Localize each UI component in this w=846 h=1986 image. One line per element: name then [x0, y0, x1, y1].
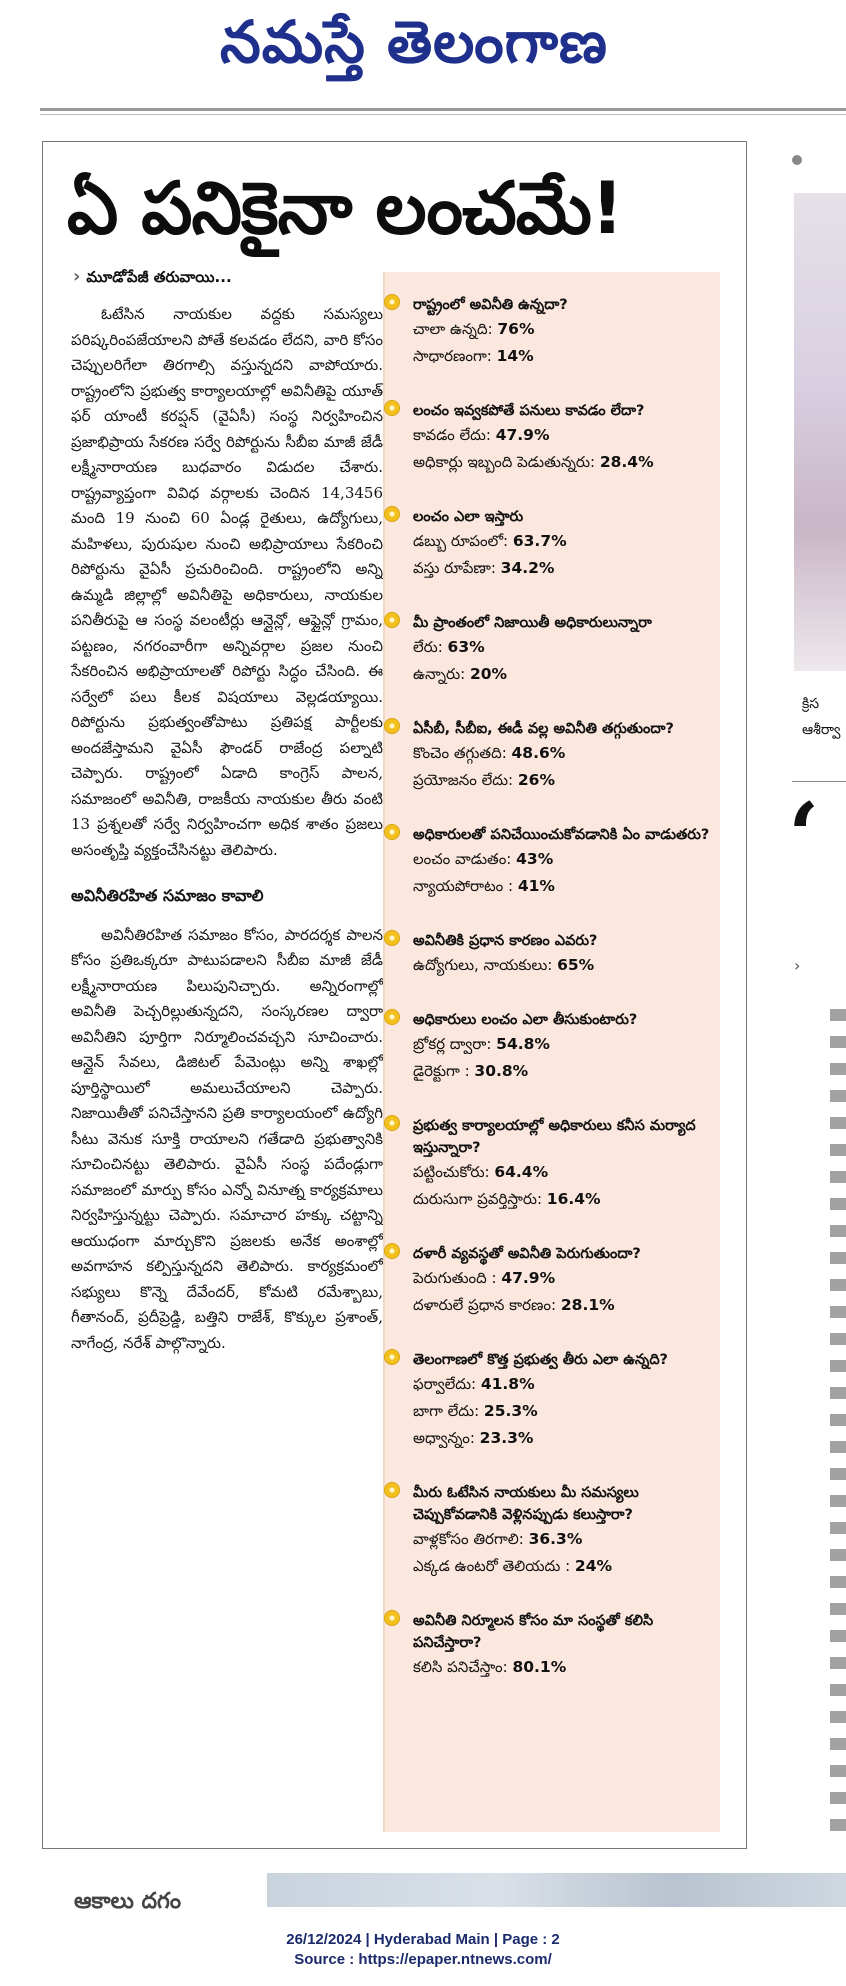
bullet-icon: [384, 1009, 400, 1025]
bullet-icon: [384, 400, 400, 416]
survey-answer: [413, 661, 710, 688]
survey-question: [413, 1610, 710, 1681]
article-paragraph: అవినీతిరహిత సమాజం కోసం, పారదర్శక పాలన కోసం ప్రతిఒక్కరూ పాటుపడాలని సీబీఐ మాజీ జేడీ లక్ష్మీనారాయణ పిలుపునిచ్చారు. అన్నిరంగాల్లో అవినీతి పెచ్చరిల్లుతున్నదని, సంస్కరణల ద్వారా అవినీతిని పూర్తిగా నిర్మూలించవచ్చని సూచించారు. ఆన్లైన్ సేవలు, డిజిటల్ పేమెంట్లు అన్ని శాఖల్లో పూర్తిస్థాయిలో అమలుచేయాలని చెప్పారు. నిజాయితీతో పనిచేస్తానని ప్రతి కార్యాలయంలో ఉద్యోగి సీటు వెనుక సూక్తి రాయాలని గతేడాది ప్రభుత్వానికి సూచించినట్టు తెలిపారు. వైఏసీ సంస్థ పదేండ్లుగా సమాజంలో మార్పు కోసం ఎన్నో వినూత్న కార్యక్రమాలు నిర్వహిస్తున్నట్టు చెప్పారు. సమాచార హక్కు చట్టాన్ని ఆయుధంగా మార్చుకొని ప్రజలకు అనేక అంశాల్లో అవగాహన కల్పిస్తున్నదని తెలిపారు. కార్యక్రమంలో సభ్యులు కొన్నె దేవేందర్, కోమటి రమేశ్బాబు, గీతానంద్, ప్రదీప్రెడ్డి, బత్తిని రాజేశ్, కొక్కుల ప్రశాంత్, నాగేంద్ర, నరేశ్ పాల్గొన్నారు.: [71, 925, 383, 1352]
quote-mark: ‘: [788, 783, 820, 889]
page-footer: [0, 1930, 846, 1970]
article-subhead: అవినీతిరహిత సమాజం కావాలి: [71, 886, 264, 905]
article-paragraph: ఓటేసిన నాయకుల వద్దకు సమస్యలు పరిష్కరింపజేయాలని పోతే కలవడం లేదని, వారి కోసం చెప్పులరిగేలా తిరగాల్సి వస్తున్నదని వాపోయారు. రాష్ట్రంలోని ప్రభుత్వ కార్యాలయాల్లో అవినీతిపై యూత్ ఫర్ యాంటీ కరప్షన్ (వైఏసీ) సంస్థ నిర్వహించిన ప్రజాభిప్రాయ సేకరణ సర్వే రిపోర్టును సీబీఐ మాజీ జేడీ లక్ష్మీనారాయణ బుధవారం విడుదల చేశారు. రాష్ట్రవ్యాప్తంగా వివిధ వర్గాలకు చెందిన 14,3456 మంది 19 నుంచి 60 ఏండ్ల రైతులు, ఉద్యోగులు, మహిళలు, పురుషుల నుంచి అభిప్రాయాలు సేకరించి రిపోర్టును వైఏసీ ప్రచురించింది. రాష్ట్రంలోని అన్ని ఉమ్మడి జిల్లాల్లో అవినీతిపై అధికారులు, నాయకుల పనితీరుపై ఆ సంస్థ వలంటీర్లు ఆన్లైన్లో, ఆఫ్లైన్లో గ్రామం, పట్టణం, నగరంవారీగా అన్నివర్గాల ప్రజల నుంచి సేకరించిన అభిప్రాయాలతో రిపోర్టు సిద్ధం చేసింది. ఈ సర్వేలో పలు కీలక విషయాలు వెల్లడయ్యాయి. రిపోర్టును ప్రభుత్వంతోపాటు ప్రతిపక్ష పార్టీలకు అందజేస్తామని వైఏసీ ఫౌండర్ రాజేంద్ర పల్నాటి చెప్పారు. రాష్ట్రంలో ఏడాది కాంగ్రెస్ పాలన, సమాజంలో అవినీతి, రాజకీయ నాయకుల తీరు వంటి 13 ప్రశ్నలతో సర్వే నిర్వహించగా అధిక శాతం ప్రజలు అసంతృప్తి వ్యక్తంచేసినట్టు తెలిపారు.: [71, 305, 383, 859]
answer-label: లేరు:: [413, 638, 448, 656]
answer-label: కావడం లేదు:: [413, 426, 496, 444]
survey-question: [413, 506, 710, 582]
bullet-icon: [384, 930, 400, 946]
bullet-icon: [384, 1243, 400, 1259]
next-article-strip: [42, 1873, 846, 1923]
bullet-icon: [384, 718, 400, 734]
survey-question-text: అవినీతికి ప్రధాన కారణం ఎవరు?: [413, 933, 598, 949]
bullet-icon: [384, 1115, 400, 1131]
survey-answer: [413, 555, 710, 582]
survey-answer: [413, 1265, 710, 1292]
answer-percent: 64.4%: [494, 1163, 549, 1181]
survey-answer: [413, 1292, 710, 1319]
survey-answer: [413, 343, 710, 370]
answer-percent: 23.3%: [479, 1429, 534, 1447]
bullet-icon: [384, 824, 400, 840]
next-article-heading: ఆకాలు దగం: [74, 1889, 182, 1914]
survey-results-box: [383, 272, 720, 1832]
answer-percent: 80.1%: [512, 1658, 567, 1676]
photo-caption: క్రిస ఆశీర్వా: [802, 696, 841, 738]
bullet-icon: [384, 1482, 400, 1498]
answer-label: అధికార్లు ఇబ్బంది పెడుతున్నరు:: [413, 453, 600, 471]
survey-question-text: తెలంగాణలో కొత్త ప్రభుత్వ తీరు ఎలా ఉన్నది?: [413, 1352, 668, 1368]
answer-percent: 14%: [496, 347, 534, 365]
answer-percent: 26%: [517, 771, 555, 789]
answer-percent: 54.8%: [496, 1035, 550, 1053]
answer-percent: 47.9%: [501, 1269, 556, 1287]
survey-question-text: మీరు ఓటేసిన నాయకులు మీ సమస్యలు చెప్పుకోవడానికి వెళ్లినప్పుడు కలుస్తారా?: [413, 1485, 639, 1523]
survey-answer: [413, 1186, 710, 1213]
answer-percent: 28.4%: [599, 453, 654, 471]
answer-label: వాళ్లకోసం తిరగాలి:: [413, 1530, 529, 1548]
survey-question-text: అవినీతి నిర్మూలన కోసం మా సంస్థతో కలిసి పనిచేస్తారా?: [413, 1613, 654, 1651]
chevron-right-icon: ›: [794, 956, 801, 975]
survey-answer: [413, 767, 710, 794]
answer-percent: 48.6%: [511, 744, 566, 762]
answer-label: ఉద్యోగులు, నాయకులు:: [413, 956, 558, 974]
answer-label: చాలా ఉన్నది:: [413, 320, 498, 338]
survey-answer: [413, 528, 710, 555]
edition-info: 26/12/2024 | Hyderabad Main | Page : 2: [286, 1931, 560, 1948]
answer-label: వస్తు రూపేణా:: [413, 559, 501, 577]
answer-label: ఉన్నారు:: [413, 665, 470, 683]
survey-answer: [413, 846, 710, 873]
bullet-icon: [384, 1610, 400, 1626]
answer-label: సాధారణంగా:: [413, 347, 497, 365]
masthead-rule-thin: [40, 114, 846, 115]
answer-label: పెరుగుతుంది :: [413, 1269, 502, 1287]
next-article-photo: [267, 1873, 846, 1907]
survey-question: [413, 1482, 710, 1580]
survey-question: [413, 824, 710, 900]
survey-answer: [413, 422, 710, 449]
news-photo: [794, 193, 846, 671]
answer-percent: 63%: [447, 638, 485, 656]
survey-question: [413, 1243, 710, 1319]
survey-question-text: లంచం ఇవ్వకపోతే పనులు కావడం లేదా?: [413, 403, 645, 419]
answer-percent: 25.3%: [483, 1402, 538, 1420]
survey-answer: [413, 1553, 710, 1580]
answer-percent: 30.8%: [474, 1062, 529, 1080]
survey-answer: [413, 1159, 710, 1186]
bullet-icon: [384, 294, 400, 310]
answer-percent: 20%: [469, 665, 508, 683]
survey-answer: [413, 1526, 710, 1553]
answer-percent: 34.2%: [500, 559, 555, 577]
answer-label: డైరెక్టుగా :: [413, 1062, 475, 1080]
survey-answer: [413, 1058, 710, 1085]
masthead-rule: [40, 108, 846, 111]
newspaper-logo: నమస్తే తెలంగాణ: [220, 8, 608, 76]
survey-question: [413, 612, 710, 688]
survey-answer: [413, 740, 710, 767]
article-byline: [73, 266, 232, 290]
survey-question: [413, 400, 710, 476]
survey-question-text: ప్రభుత్వ కార్యాలయాల్లో అధికారులు కనీస మర్యాద ఇస్తున్నారా?: [413, 1118, 696, 1156]
survey-answer: [413, 449, 710, 476]
answer-label: దళారులే ప్రధాన కారణం:: [413, 1296, 561, 1314]
article-headline: ఏ పనికైనా లంచమే!: [67, 166, 623, 250]
survey-question: [413, 718, 710, 794]
survey-question-text: మీ ప్రాంతంలో నిజాయితీ అధికారులున్నారా: [413, 615, 652, 631]
answer-label: అధ్వాన్నం:: [413, 1429, 480, 1447]
masthead: [0, 0, 846, 100]
answer-label: ఎక్కడ ఉంటరో తెలియదు :: [413, 1557, 575, 1575]
answer-percent: 41.8%: [480, 1375, 535, 1393]
text-column-fragment: [830, 1001, 846, 1831]
survey-question-text: రాష్ట్రంలో అవినీతి ఉన్నదా?: [413, 297, 568, 313]
answer-percent: 41%: [517, 877, 555, 895]
answer-percent: 16.4%: [546, 1190, 601, 1208]
survey-question: [413, 1349, 710, 1452]
bullet-icon: [384, 1349, 400, 1365]
chevron-right-icon: ›: [73, 266, 81, 287]
survey-answer: [413, 873, 710, 900]
answer-label: ఫర్వాలేదు:: [413, 1375, 481, 1393]
survey-question: [413, 930, 710, 979]
survey-answer: [413, 1654, 710, 1681]
answer-label: లంచం వాడుతం:: [413, 850, 517, 868]
answer-label: కొంచెం తగ్గుతది:: [413, 744, 512, 762]
answer-percent: 76%: [497, 320, 535, 338]
survey-question-text: లంచం ఎలా ఇస్తారు: [413, 509, 524, 525]
answer-label: డబ్బు రూపంలో:: [413, 532, 513, 550]
survey-question-text: ఏసీబీ, సీబీఐ, ఈడీ వల్ల అవినీతి తగ్గుతుందా?: [413, 721, 674, 737]
survey-answer: [413, 1031, 710, 1058]
answer-percent: 28.1%: [560, 1296, 615, 1314]
answer-percent: 43%: [516, 850, 554, 868]
survey-question: [413, 1115, 710, 1213]
survey-answer: [413, 1398, 710, 1425]
divider: [792, 781, 846, 782]
article-body: [71, 302, 383, 1356]
answer-percent: 24%: [574, 1557, 613, 1575]
answer-label: బాగా లేదు:: [413, 1402, 484, 1420]
answer-percent: 36.3%: [528, 1530, 583, 1548]
answer-label: దురుసుగా ప్రవర్తిస్తారు:: [413, 1190, 547, 1208]
answer-percent: 47.9%: [495, 426, 550, 444]
survey-question-text: దళారీ వ్యవస్థతో అవినీతి పెరుగుతుందా?: [413, 1246, 641, 1262]
survey-question-text: అధికారులతో పనిచేయించుకోవడానికి ఏం వాడుతరు?: [413, 827, 710, 843]
survey-answer: [413, 952, 710, 979]
survey-question: [413, 294, 710, 370]
source-link[interactable]: Source : https://epaper.ntnews.com/: [294, 1951, 552, 1968]
answer-percent: 65%: [557, 956, 595, 974]
bullet-icon: [792, 155, 802, 165]
answer-label: ప్రయోజనం లేదు:: [413, 771, 518, 789]
survey-answer: [413, 316, 710, 343]
answer-label: కలిసి పనిచేస్తాం:: [413, 1658, 513, 1676]
answer-label: న్యాయపోరాటం :: [413, 877, 518, 895]
survey-answer: [413, 1371, 710, 1398]
survey-answer: [413, 634, 710, 661]
survey-question-text: అధికారులు లంచం ఎలా తీసుకుంటారు?: [413, 1012, 638, 1028]
answer-label: పట్టించుకోరు:: [413, 1163, 495, 1181]
survey-question: [413, 1009, 710, 1085]
answer-label: బ్రోకర్ల ద్వారా:: [413, 1035, 497, 1053]
survey-answer: [413, 1425, 710, 1452]
bullet-icon: [384, 506, 400, 522]
adjacent-article-strip: [778, 141, 846, 1849]
article-box: [42, 141, 747, 1849]
answer-percent: 63.7%: [512, 532, 567, 550]
bullet-icon: [384, 612, 400, 628]
byline-text: మూడోపేజీ తరువాయి...: [86, 268, 232, 286]
